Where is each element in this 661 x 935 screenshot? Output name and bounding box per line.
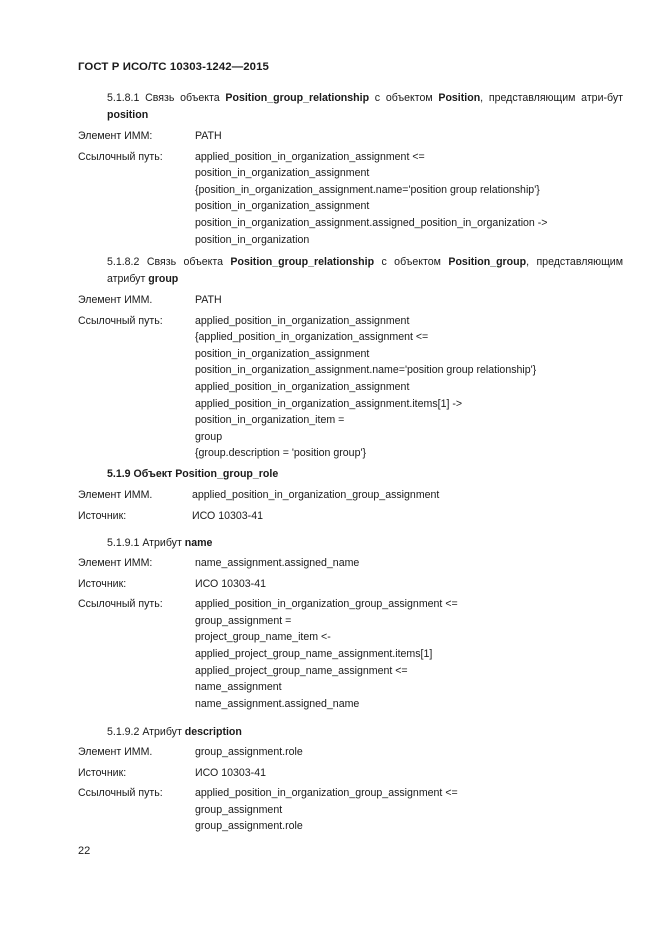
section-5-1-8-2 xyxy=(78,254,623,462)
path-lines xyxy=(195,313,623,462)
source-row xyxy=(78,508,623,525)
path-line: group_assignment xyxy=(195,803,283,816)
element-label: Элемент ИММ: xyxy=(78,130,153,142)
path-line: applied_position_in_organization_assignment <= xyxy=(195,150,425,163)
element-label: Элемент ИММ. xyxy=(78,746,153,758)
path-label: Ссылочный путь: xyxy=(78,598,163,611)
path-label: Ссылочный путь: xyxy=(78,787,163,800)
heading-attribute: position xyxy=(107,109,149,121)
path-label: Ссылочный путь: xyxy=(78,314,163,327)
source-row xyxy=(78,576,623,593)
heading-number: 5.1.9.2 Атрибут xyxy=(107,726,185,738)
path-row xyxy=(78,149,623,249)
element-label: Элемент ИММ. xyxy=(78,294,153,306)
section-heading xyxy=(78,535,623,552)
source-value: ИСО 10303-41 xyxy=(192,509,263,522)
heading-number: 5.1.9 Объект xyxy=(107,468,176,480)
heading-object-2: Position xyxy=(438,92,481,104)
source-label: Источник: xyxy=(78,766,127,779)
path-line: applied_project_group_name_assignment.items[1] xyxy=(195,647,433,660)
path-lines xyxy=(195,785,623,835)
element-row xyxy=(78,744,623,761)
heading-attribute: name xyxy=(184,537,213,549)
path-line: applied_position_in_organization_assignment xyxy=(195,314,410,327)
section-5-1-9-1 xyxy=(78,535,623,712)
section-5-1-8-1 xyxy=(78,90,623,248)
heading-text-tail: , представляющим атри-бут xyxy=(480,92,623,104)
path-line: name_assignment.assigned_name xyxy=(195,697,360,710)
path-line: {position_in_organization_assignment.name='position group relationship'} xyxy=(195,183,540,196)
source-label: Источник: xyxy=(78,577,127,590)
path-line: group xyxy=(195,430,223,443)
document-header: ГОСТ Р ИСО/ТС 10303-1242—2015 xyxy=(78,61,269,73)
element-value: PATH xyxy=(195,294,222,306)
heading-attribute: group xyxy=(148,273,179,285)
source-value: ИСО 10303-41 xyxy=(195,766,266,779)
path-line: position_in_organization_assignment xyxy=(195,167,370,180)
path-line: applied_position_in_organization_group_assignment <= xyxy=(195,598,458,611)
path-line: position_in_organization_assignment xyxy=(195,347,370,360)
element-value: group_assignment.role xyxy=(195,746,303,758)
path-lines xyxy=(195,596,623,712)
element-row xyxy=(78,555,623,572)
path-row xyxy=(78,785,623,835)
path-line: project_group_name_item <- xyxy=(195,631,331,644)
heading-text: с объектом xyxy=(374,256,449,268)
element-row xyxy=(78,292,623,309)
path-row xyxy=(78,313,623,462)
heading-number: 5.1.8.1 Связь объекта xyxy=(107,92,226,104)
element-label: Элемент ИММ: xyxy=(78,557,153,569)
path-line: position_in_organization_assignment.assigned_position_in_organization -> xyxy=(195,216,548,229)
heading-text: с объектом xyxy=(369,92,439,104)
heading-number: 5.1.8.2 Связь объекта xyxy=(107,256,231,268)
path-row xyxy=(78,596,623,712)
path-line: position_in_organization_assignment xyxy=(195,200,370,213)
path-line: position_in_organization_item = xyxy=(195,414,345,427)
heading-object-2: Position_group xyxy=(448,256,527,268)
section-5-1-9 xyxy=(78,466,623,524)
element-label: Элемент ИММ. xyxy=(78,489,153,501)
page-number: 22 xyxy=(78,845,91,857)
path-label: Ссылочный путь: xyxy=(78,150,163,163)
element-row xyxy=(78,128,623,145)
path-line: applied_position_in_organization_group_assignment <= xyxy=(195,787,458,800)
element-value: name_assignment.assigned_name xyxy=(195,557,360,569)
path-line: applied_position_in_organization_assignment.items[1] -> xyxy=(195,397,463,410)
path-line: group_assignment.role xyxy=(195,820,303,833)
path-line: {group.description = 'position group'} xyxy=(195,447,367,460)
section-heading xyxy=(78,90,623,124)
heading-object: Position_group_role xyxy=(175,468,279,480)
section-heading xyxy=(78,724,623,741)
path-line: position_in_organization_assignment.name='position group relationship'} xyxy=(195,364,537,377)
element-value: PATH xyxy=(195,130,222,142)
path-line: name_assignment xyxy=(195,681,282,694)
section-heading xyxy=(78,254,623,288)
section-heading xyxy=(78,466,623,483)
heading-text-tail: , представляющим атрибут xyxy=(107,256,623,285)
path-line: position_in_organization xyxy=(195,233,310,246)
path-line: applied_project_group_name_assignment <= xyxy=(195,664,408,677)
path-line: {applied_position_in_organization_assignment <= xyxy=(195,331,429,344)
source-row xyxy=(78,765,623,782)
path-line: group_assignment = xyxy=(195,614,292,627)
path-line: applied_position_in_organization_assignment xyxy=(195,380,410,393)
element-row xyxy=(78,487,623,504)
source-label: Источник: xyxy=(78,509,127,522)
heading-object: Position_group_relationship xyxy=(230,256,375,268)
heading-number: 5.1.9.1 Атрибут xyxy=(107,537,185,549)
element-value: applied_position_in_organization_group_assignment xyxy=(192,489,440,501)
source-value: ИСО 10303-41 xyxy=(195,577,266,590)
section-5-1-9-2 xyxy=(78,724,623,835)
path-lines xyxy=(195,149,623,249)
heading-object: Position_group_relationship xyxy=(225,92,370,104)
heading-attribute: description xyxy=(184,726,242,738)
